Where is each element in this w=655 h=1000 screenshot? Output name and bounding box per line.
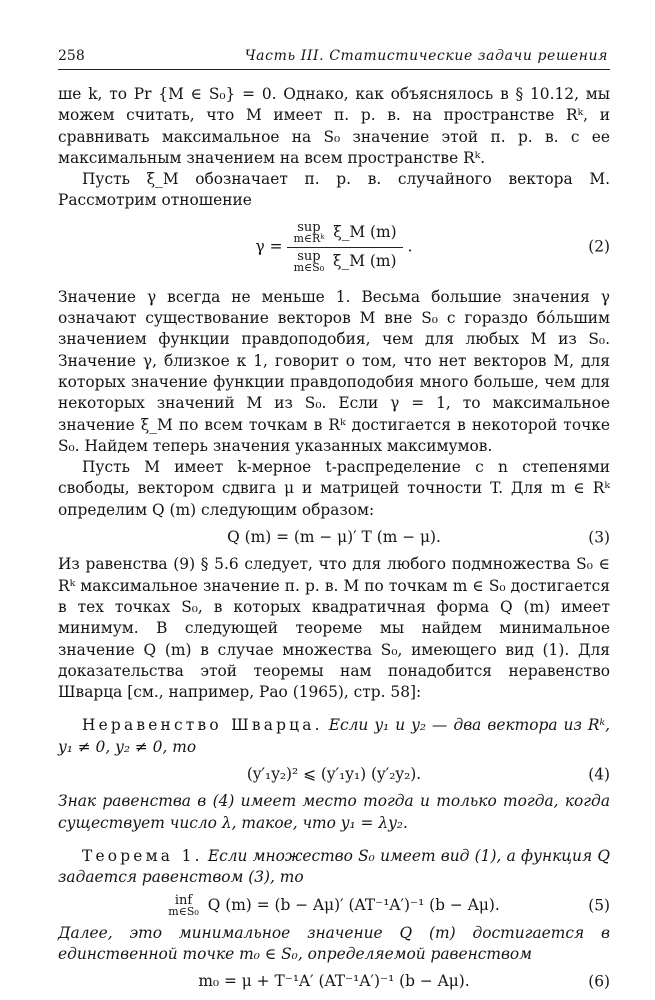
eq2-den-op: sup: [297, 248, 321, 264]
equation-3: [58, 527, 610, 548]
eq2-lhs: γ =: [255, 237, 283, 256]
eq2-fraction: [287, 219, 402, 274]
theorem-title: Теорема 1.: [82, 846, 203, 865]
schwarz-text: Если y₁ и y₂ — два вектора из Rᵏ, y₁ ≠ 0, y₂ ≠ 0, то: [58, 716, 610, 756]
eq6-text: m₀ = μ + T⁻¹A′ (AT⁻¹A′)⁻¹ (b − Aμ).: [198, 972, 470, 991]
page-number: 258: [58, 48, 85, 64]
eq2-number: (2): [588, 237, 610, 256]
eq2-num-sub: m∈Rᵏ: [293, 231, 325, 245]
schwarz-title: Неравенство Шварца.: [82, 716, 323, 735]
eq2-num-body: ξ_M (m): [333, 222, 397, 241]
page-body: [58, 84, 610, 998]
theorem-text: Если множество S₀ имеет вид (1), а функция Q задается равенством (3), то: [58, 846, 610, 887]
paragraph-3: Значение γ всегда не меньше 1. Весьма большие значения γ означают существование векторов M вне S₀ с гораздо бóльшим значением функции правдоподобия, чем для любых M из S₀. Значение γ, близкое к 1, говорит о том, что нет векторов M, для которых значение функции правдоподобия много больше, чем для некоторых значений M из S₀. Если γ = 1, то максимальное значение ξ_M по всем точкам в Rᵏ достигается в некоторой точке S₀. Найдем теперь значения указанных максимумов.: [58, 287, 610, 455]
equation-2: [58, 219, 610, 274]
eq2-den-body: ξ_M (m): [333, 251, 397, 270]
eq3-number: (3): [588, 528, 610, 547]
book-page: [58, 44, 610, 991]
page-header: [58, 44, 610, 66]
equation-4: [58, 764, 610, 785]
paragraph-2: Пусть ξ_M обозначает п. р. в. случайного вектора M. Рассмотрим отношение: [58, 170, 610, 210]
paragraph-5: Из равенства (9) § 5.6 следует, что для любого подмножества S₀ ∈ Rᵏ максимальное значение п. р. в. M по точкам m ∈ S₀ достигается в тех точках S₀, в которых квадратичная форма Q (m) имеет минимум. В следующей теореме мы найдем минимальное значение Q (m) в случае множества S₀, имеющего вид (1). Для доказательства этой теоремы нам понадобится неравенство Шварца [см., например, Рао (1965), стр. 58]:: [58, 555, 610, 702]
equation-6: [58, 971, 610, 992]
header-rule: [58, 69, 610, 70]
eq5-sub: m∈S₀: [168, 904, 199, 918]
paragraph-8: [58, 846, 610, 889]
eq2-den-sub: m∈S₀: [293, 260, 325, 274]
paragraph-4: Пусть M имеет k-мерное t-распределение с n степенями свободы, вектором сдвига μ и матрицей точности T. Для m ∈ Rᵏ определим Q (m) следующим образом:: [58, 458, 610, 519]
eq6-number: (6): [588, 972, 610, 991]
running-title: Часть III. Статистические задачи решения: [244, 48, 608, 64]
eq3-text: Q (m) = (m − μ)′ T (m − μ).: [227, 528, 441, 547]
eq5-op: inf: [174, 892, 193, 908]
eq2-num-op: sup: [297, 219, 321, 235]
paragraph-7: Знак равенства в (4) имеет место тогда и только тогда, когда существует число λ, такое, что y₁ = λy₂.: [58, 792, 610, 832]
paragraph-1: ше k, то Pr {M ∈ S₀} = 0. Однако, как объяснялось в § 10.12, мы можем считать, что M имеет п. р. в. на пространстве Rᵏ, и сравнивать максимальное на S₀ значение этой п. р. в. с ее максимальным значением на всем пространстве Rᵏ.: [58, 85, 610, 167]
eq2-tail: .: [407, 237, 413, 256]
equation-5: [58, 892, 610, 918]
eq5-number: (5): [588, 895, 610, 914]
eq4-text: (y′₁y₂)² ⩽ (y′₁y₁) (y′₂y₂).: [246, 765, 422, 784]
eq4-number: (4): [588, 765, 610, 784]
paragraph-9: Далее, это минимальное значение Q (m) достигается в единственной точке m₀ ∈ S₀, определяемой равенством: [58, 923, 610, 963]
eq5-text: Q (m) = (b − Aμ)′ (AT⁻¹A′)⁻¹ (b − Aμ).: [207, 895, 500, 914]
paragraph-6: [58, 715, 610, 758]
